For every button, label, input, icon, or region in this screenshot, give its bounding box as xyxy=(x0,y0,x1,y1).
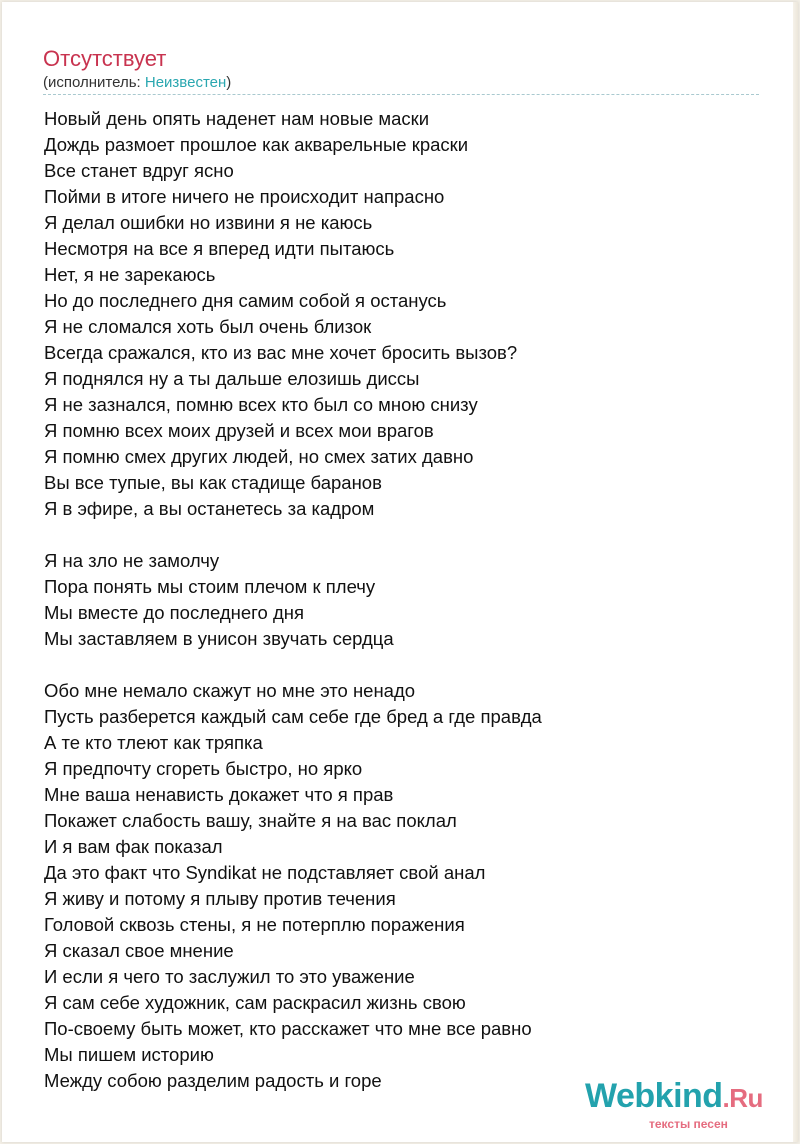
lyric-line: Нет, я не зарекаюсь xyxy=(44,264,216,285)
lyric-line: Головой сквозь стены, я не потерплю поражения xyxy=(44,914,465,935)
lyric-line: Я сам себе художник, сам раскрасил жизнь свою xyxy=(44,992,466,1013)
artist-line xyxy=(43,74,231,92)
lyric-line: Все станет вдруг ясно xyxy=(44,160,234,181)
lyric-line: Дождь размоет прошлое как акварельные краски xyxy=(44,134,469,155)
artist-prefix: (исполнитель: xyxy=(43,74,145,91)
lyric-line: А те кто тлеют как тряпка xyxy=(44,732,263,753)
lyric-line: Покажет слабость вашу, знайте я на вас поклал xyxy=(44,810,457,831)
lyric-line: Обо мне немало скажут но мне это ненадо xyxy=(44,680,416,701)
lyric-line: Между собою разделим радость и горе xyxy=(44,1070,382,1091)
logo-tagline: тексты песен xyxy=(649,1117,728,1131)
lyric-line: И я вам фак показал xyxy=(44,836,223,857)
lyric-line: Я сказал свое мнение xyxy=(44,940,234,961)
lyric-line: Мы пишем историю xyxy=(44,1044,214,1065)
artist-link[interactable]: Неизвестен xyxy=(144,74,227,91)
lyric-line: По-своему быть может, кто расскажет что мне все равно xyxy=(44,1018,532,1039)
lyric-line: Да это факт что Syndikat не подставляет свой анал xyxy=(44,862,486,883)
lyric-line: Я делал ошибки но извини я не каюсь xyxy=(44,212,373,233)
lyric-line: Я не зазнался, помню всех кто был со мною снизу xyxy=(44,394,478,415)
lyric-line: Я помню смех других людей, но смех затих давно xyxy=(44,446,474,467)
lyric-line: Я на зло не замолчу xyxy=(44,550,220,571)
lyric-line: Всегда сражался, кто из вас мне хочет бросить вызов? xyxy=(44,342,518,363)
logo-main-text: Webkind xyxy=(585,1077,723,1115)
song-title: Отсутствует xyxy=(43,46,167,71)
lyric-line: Но до последнего дня самим собой я останусь xyxy=(44,290,447,311)
lyric-line: Я живу и потому я плыву против течения xyxy=(44,888,396,909)
lyric-line: Вы все тупые, вы как стадище баранов xyxy=(44,472,382,493)
lyric-line: Я в эфире, а вы останетесь за кадром xyxy=(44,498,375,519)
lyric-line: Пойми в итоге ничего не происходит напрасно xyxy=(44,186,445,207)
lyric-line: Я поднялся ну а ты дальше елозишь диссы xyxy=(44,368,420,389)
lyric-line: Я помню всех моих друзей и всех мои врагов xyxy=(44,420,434,441)
title-divider xyxy=(43,94,759,95)
webkind-logo[interactable] xyxy=(585,1074,780,1140)
logo-wordmark xyxy=(585,1074,763,1120)
lyric-line: Пора понять мы стоим плечом к плечу xyxy=(44,576,376,597)
artist-suffix: ) xyxy=(226,74,232,91)
stanza-break xyxy=(44,652,542,678)
lyric-line: И если я чего то заслужил то это уважение xyxy=(44,966,415,987)
lyric-line: Пусть разберется каждый сам себе где бред а где правда xyxy=(44,706,542,727)
lyric-line: Я не сломался хоть был очень близок xyxy=(44,316,372,337)
lyric-line: Мы вместе до последнего дня xyxy=(44,602,304,623)
lyric-line: Мне ваша ненависть докажет что я прав xyxy=(44,784,394,805)
stanza-break xyxy=(44,522,542,548)
lyric-line: Я предпочту сгореть быстро, но ярко xyxy=(44,758,363,779)
lyrics-text xyxy=(44,106,542,1094)
lyric-line: Новый день опять наденет нам новые маски xyxy=(44,108,430,129)
lyrics-page xyxy=(2,2,798,1142)
lyric-line: Мы заставляем в унисон звучать сердца xyxy=(44,628,394,649)
lyric-line: Несмотря на все я вперед идти пытаюсь xyxy=(44,238,395,259)
logo-tld-text: .Ru xyxy=(722,1083,763,1113)
